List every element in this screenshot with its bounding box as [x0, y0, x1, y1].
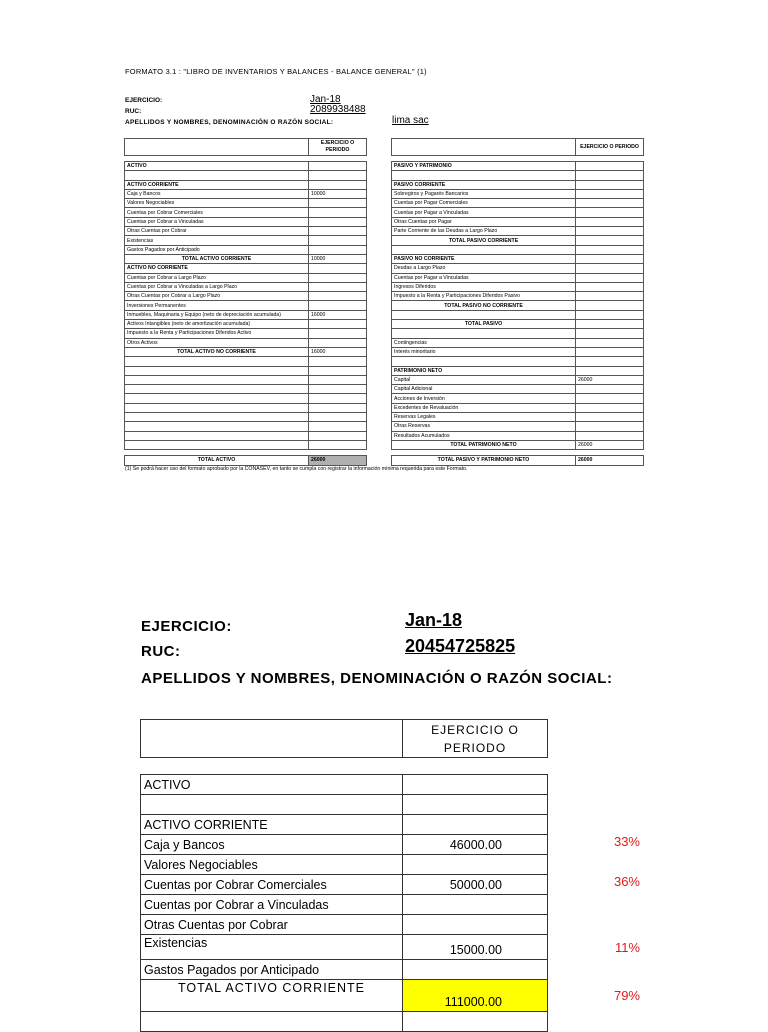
left-row-label — [125, 431, 309, 440]
right-row-label — [392, 245, 576, 254]
right-row — [392, 227, 644, 236]
left-row — [125, 199, 367, 208]
left-row — [125, 431, 367, 440]
left-row-label: Gastos Pagados por Anticipado — [125, 245, 309, 254]
left-row-value — [309, 217, 367, 226]
left-row — [125, 264, 367, 273]
ejercicio-label: EJERCICIO: — [125, 97, 163, 104]
right-row-label — [392, 329, 576, 338]
right-row-value — [576, 162, 644, 171]
right-row-value — [576, 217, 644, 226]
right-row-value — [576, 245, 644, 254]
left-row — [125, 347, 367, 356]
right-row-value — [576, 310, 644, 319]
left-row-label: Activos Intangibles (neto de amortización acumulada) — [125, 320, 309, 329]
zoom-row — [141, 915, 548, 935]
zoom-row-value — [403, 815, 548, 835]
left-total-row — [125, 456, 367, 465]
zoom-row — [141, 895, 548, 915]
left-row-value — [309, 199, 367, 208]
right-row-label: PASIVO CORRIENTE — [392, 180, 576, 189]
right-row — [392, 403, 644, 412]
right-row — [392, 199, 644, 208]
left-row-value — [309, 273, 367, 282]
left-row-label: Otros Activos — [125, 338, 309, 347]
document-title: FORMATO 3.1 : "LIBRO DE INVENTARIOS Y BALANCES - BALANCE GENERAL" (1) — [125, 67, 427, 76]
left-row — [125, 227, 367, 236]
ruc-label: RUC: — [125, 108, 142, 115]
right-row-value — [576, 357, 644, 366]
right-row-value — [576, 171, 644, 180]
percentage-label: 36% — [613, 874, 640, 889]
ejercicio-value: Jan-18 — [310, 94, 341, 105]
right-row — [392, 320, 644, 329]
left-row — [125, 366, 367, 375]
right-row — [392, 440, 644, 449]
right-row-label: Parte Corriente de las Deudas a Largo Plazo — [392, 227, 576, 236]
left-row-label: ACTIVO — [125, 162, 309, 171]
right-row — [392, 338, 644, 347]
zoom-row-value — [403, 795, 548, 815]
right-row-label: Reservas Legales — [392, 413, 576, 422]
left-row — [125, 292, 367, 301]
zoom-row-value — [403, 915, 548, 935]
right-row — [392, 208, 644, 217]
left-row-label — [125, 171, 309, 180]
right-row-label: PASIVO NO CORRIENTE — [392, 254, 576, 263]
zoom-ejercicio-label: EJERCICIO: — [141, 618, 232, 635]
right-row — [392, 282, 644, 291]
right-row — [392, 394, 644, 403]
right-row-value — [576, 338, 644, 347]
right-row-label: Contingencias — [392, 338, 576, 347]
left-row-label: Caja y Bancos — [125, 189, 309, 198]
zoom-col-header: EJERCICIO O PERIODO — [403, 720, 548, 758]
right-row-label: PATRIMONIO NETO — [392, 366, 576, 375]
right-row — [392, 189, 644, 198]
right-row-value — [576, 292, 644, 301]
left-row-label: ACTIVO NO CORRIENTE — [125, 264, 309, 273]
percentage-label: 11% — [614, 940, 640, 955]
right-row — [392, 347, 644, 356]
right-row-label: Interés minoritario — [392, 347, 576, 356]
zoom-row-value — [403, 960, 548, 980]
left-row-value — [309, 394, 367, 403]
right-total-row — [392, 456, 644, 465]
pasivo-table — [391, 138, 644, 466]
left-row — [125, 171, 367, 180]
right-row-value — [576, 347, 644, 356]
left-row-value: 16000 — [309, 310, 367, 319]
right-row-value — [576, 264, 644, 273]
left-row-label: Otras Cuentas por Cobrar — [125, 227, 309, 236]
left-row-label — [125, 357, 309, 366]
right-row-value: 26000 — [576, 375, 644, 384]
right-row-label: PASIVO Y PATRIMONIO — [392, 162, 576, 171]
left-row-label — [125, 375, 309, 384]
left-row — [125, 329, 367, 338]
right-row-label: TOTAL PASIVO CORRIENTE — [392, 236, 576, 245]
right-row — [392, 310, 644, 319]
left-row-label: Existencias — [125, 236, 309, 245]
left-row-label: TOTAL ACTIVO NO CORRIENTE — [125, 347, 309, 356]
left-total-label: TOTAL ACTIVO — [125, 456, 309, 465]
left-total-value: 26000 — [309, 456, 367, 465]
left-row-value — [309, 320, 367, 329]
left-row — [125, 273, 367, 282]
right-row-label: Ingresos Diferidos — [392, 282, 576, 291]
left-row-label: Otras Cuentas por Cobrar a Largo Plazo — [125, 292, 309, 301]
activo-table — [124, 138, 367, 466]
left-row-value — [309, 162, 367, 171]
left-row-value: 16000 — [309, 347, 367, 356]
zoom-ejercicio-value: Jan-18 — [405, 610, 463, 630]
right-row — [392, 236, 644, 245]
left-row — [125, 217, 367, 226]
right-row-label: TOTAL PASIVO — [392, 320, 576, 329]
right-row-label: Otras Cuentas por Pagar — [392, 217, 576, 226]
zoom-row — [141, 980, 548, 1012]
left-row-value — [309, 431, 367, 440]
right-row-value — [576, 180, 644, 189]
right-row — [392, 273, 644, 282]
zoom-row-label: Existencias — [141, 935, 403, 960]
right-row — [392, 431, 644, 440]
right-row-value — [576, 227, 644, 236]
right-row — [392, 254, 644, 263]
zoom-row-value: 46000.00 — [403, 835, 548, 855]
left-row — [125, 254, 367, 263]
right-row-label: Deudas a Largo Plazo — [392, 264, 576, 273]
left-row — [125, 310, 367, 319]
left-row-label: Cuentas por Cobrar a Vinculadas a Largo Plazo — [125, 282, 309, 291]
right-row-label: Otras Reservas — [392, 422, 576, 431]
right-row-label: Acciones de Inversión — [392, 394, 576, 403]
right-row-value — [576, 329, 644, 338]
right-row — [392, 357, 644, 366]
right-row-label: Capital Adicional — [392, 385, 576, 394]
left-row-value — [309, 403, 367, 412]
right-row-value — [576, 199, 644, 208]
right-row — [392, 422, 644, 431]
left-row-value — [309, 422, 367, 431]
right-row — [392, 180, 644, 189]
zoom-row-label: ACTIVO CORRIENTE — [141, 815, 403, 835]
zoom-row-label: ACTIVO — [141, 775, 403, 795]
left-row — [125, 236, 367, 245]
zoom-row-label: TOTAL ACTIVO CORRIENTE — [141, 980, 403, 1012]
left-row-label — [125, 413, 309, 422]
left-row — [125, 282, 367, 291]
right-row-value — [576, 273, 644, 282]
right-row — [392, 413, 644, 422]
left-row-value — [309, 375, 367, 384]
right-row — [392, 162, 644, 171]
left-row — [125, 208, 367, 217]
right-row-value — [576, 208, 644, 217]
left-row-value — [309, 171, 367, 180]
left-row — [125, 162, 367, 171]
right-row-label: TOTAL PASIVO NO CORRIENTE — [392, 301, 576, 310]
left-row — [125, 357, 367, 366]
right-row — [392, 292, 644, 301]
right-row-value — [576, 282, 644, 291]
left-row — [125, 189, 367, 198]
left-row-label: TOTAL ACTIVO CORRIENTE — [125, 254, 309, 263]
left-row-value — [309, 366, 367, 375]
zoom-row-label — [141, 795, 403, 815]
left-row-value — [309, 338, 367, 347]
zoom-row-label: Gastos Pagados por Anticipado — [141, 960, 403, 980]
left-row — [125, 338, 367, 347]
right-total-value: 26000 — [576, 456, 644, 465]
right-row-value — [576, 189, 644, 198]
left-row — [125, 440, 367, 449]
zoom-row — [141, 935, 548, 960]
left-row-value — [309, 264, 367, 273]
right-row-label — [392, 310, 576, 319]
right-row-value — [576, 385, 644, 394]
zoom-razon-social-label: APELLIDOS Y NOMBRES, DENOMINACIÓN O RAZÓN SOCIAL: — [141, 670, 613, 687]
right-row-value — [576, 254, 644, 263]
right-row-value — [576, 366, 644, 375]
footnote: (1) Se podrá hacer uso del formato aprobado por la CONASEV, en tanto se cumpla con registrar la información mínima requerida para este Formato. — [125, 466, 468, 472]
left-row — [125, 403, 367, 412]
left-row-value — [309, 301, 367, 310]
left-row-value — [309, 385, 367, 394]
zoom-ruc-value: 20454725825 — [405, 636, 516, 656]
zoom-row — [141, 795, 548, 815]
zoom-row-value — [403, 855, 548, 875]
razon-social-label: APELLIDOS Y NOMBRES, DENOMINACIÓN O RAZÓN SOCIAL: — [125, 119, 334, 126]
zoom-row-label: Caja y Bancos — [141, 835, 403, 855]
left-row-value — [309, 292, 367, 301]
zoom-activo-table — [140, 774, 548, 1032]
right-row-label: Sobregiros y Pagarés Bancarios — [392, 189, 576, 198]
left-row — [125, 394, 367, 403]
left-row-value — [309, 357, 367, 366]
right-row-label — [392, 171, 576, 180]
percentage-label: 33% — [613, 834, 640, 849]
zoom-row-value — [403, 895, 548, 915]
left-row — [125, 413, 367, 422]
left-row-label: Cuentas por Cobrar a Largo Plazo — [125, 273, 309, 282]
left-row — [125, 375, 367, 384]
right-row — [392, 264, 644, 273]
right-row — [392, 301, 644, 310]
right-row-value: 26000 — [576, 440, 644, 449]
right-total-label: TOTAL PASIVO Y PATRIMONIO NETO — [392, 456, 576, 465]
left-row — [125, 422, 367, 431]
left-row-label — [125, 440, 309, 449]
left-row-label: ACTIVO CORRIENTE — [125, 180, 309, 189]
left-row-value — [309, 329, 367, 338]
right-row — [392, 171, 644, 180]
right-row-label: TOTAL PATRIMONIO NETO — [392, 440, 576, 449]
right-row-label: Cuentas por Pagar a Vinculadas — [392, 273, 576, 282]
zoom-row-label: Cuentas por Cobrar Comerciales — [141, 875, 403, 895]
left-row — [125, 245, 367, 254]
left-row-label — [125, 403, 309, 412]
right-row-label: Resultados Acumulados — [392, 431, 576, 440]
left-row-label: Inversiones Permanentes — [125, 301, 309, 310]
right-row-value — [576, 422, 644, 431]
right-row-label: Cuentas por Pagar Comerciales — [392, 199, 576, 208]
zoom-header-table — [140, 719, 548, 758]
right-row-label — [392, 357, 576, 366]
right-row-label: Capital — [392, 375, 576, 384]
left-row — [125, 180, 367, 189]
col-header-right: EJERCICIO O PERIODO — [576, 139, 644, 156]
right-row-value — [576, 413, 644, 422]
right-row — [392, 375, 644, 384]
zoom-row-label: Otras Cuentas por Cobrar — [141, 915, 403, 935]
razon-social-value: lima sac — [392, 115, 429, 126]
left-row-label: Cuentas por Cobrar Comerciales — [125, 208, 309, 217]
zoom-row — [141, 815, 548, 835]
left-row-value — [309, 413, 367, 422]
left-row-value — [309, 208, 367, 217]
zoom-row — [141, 875, 548, 895]
zoom-row — [141, 855, 548, 875]
left-row — [125, 385, 367, 394]
right-row-value — [576, 320, 644, 329]
left-row-value — [309, 180, 367, 189]
zoom-row-value: 111000.00 — [403, 980, 548, 1012]
left-row — [125, 301, 367, 310]
ruc-value: 2089938488 — [310, 104, 366, 115]
left-row — [125, 320, 367, 329]
left-row-value — [309, 227, 367, 236]
zoom-row-value: 50000.00 — [403, 875, 548, 895]
right-row — [392, 366, 644, 375]
zoom-row — [141, 835, 548, 855]
left-row-label: Cuentas por Cobrar a Vinculadas — [125, 217, 309, 226]
right-row-value — [576, 394, 644, 403]
right-row — [392, 245, 644, 254]
right-row-value — [576, 301, 644, 310]
col-header-left: EJERCICIO O PERIODO — [309, 139, 367, 156]
left-row-value — [309, 236, 367, 245]
left-row-label: Impuesto a la Renta y Participaciones Diferidos Activo — [125, 329, 309, 338]
zoom-row-label: Cuentas por Cobrar a Vinculadas — [141, 895, 403, 915]
zoom-row-label: Valores Negociables — [141, 855, 403, 875]
left-row-label — [125, 394, 309, 403]
left-row-value: 10000 — [309, 189, 367, 198]
percentage-label: 79% — [613, 988, 640, 1003]
zoom-row-value — [403, 775, 548, 795]
left-row-label: Inmuebles, Maquinaria y Equipo (neto de depreciación acumulada) — [125, 310, 309, 319]
right-row-label: Excedentes de Revaluación — [392, 403, 576, 412]
left-row-label — [125, 366, 309, 375]
zoom-row — [141, 775, 548, 795]
right-row-label: Impuesto a la Renta y Participaciones Diferidos Pasivo — [392, 292, 576, 301]
right-row-value — [576, 431, 644, 440]
left-row-label — [125, 385, 309, 394]
zoom-row — [141, 960, 548, 980]
left-row-label: Valores Negociables — [125, 199, 309, 208]
left-row-value — [309, 245, 367, 254]
zoom-row-value: 15000.00 — [403, 935, 548, 960]
zoom-ruc-label: RUC: — [141, 643, 181, 660]
left-row-label — [125, 422, 309, 431]
right-row — [392, 385, 644, 394]
right-row-value — [576, 403, 644, 412]
right-row-value — [576, 236, 644, 245]
right-row — [392, 217, 644, 226]
left-row-value: 10000 — [309, 254, 367, 263]
right-row-label: Cuentas por Pagar a Vinculadas — [392, 208, 576, 217]
left-row-value — [309, 282, 367, 291]
left-row-value — [309, 440, 367, 449]
right-row — [392, 329, 644, 338]
